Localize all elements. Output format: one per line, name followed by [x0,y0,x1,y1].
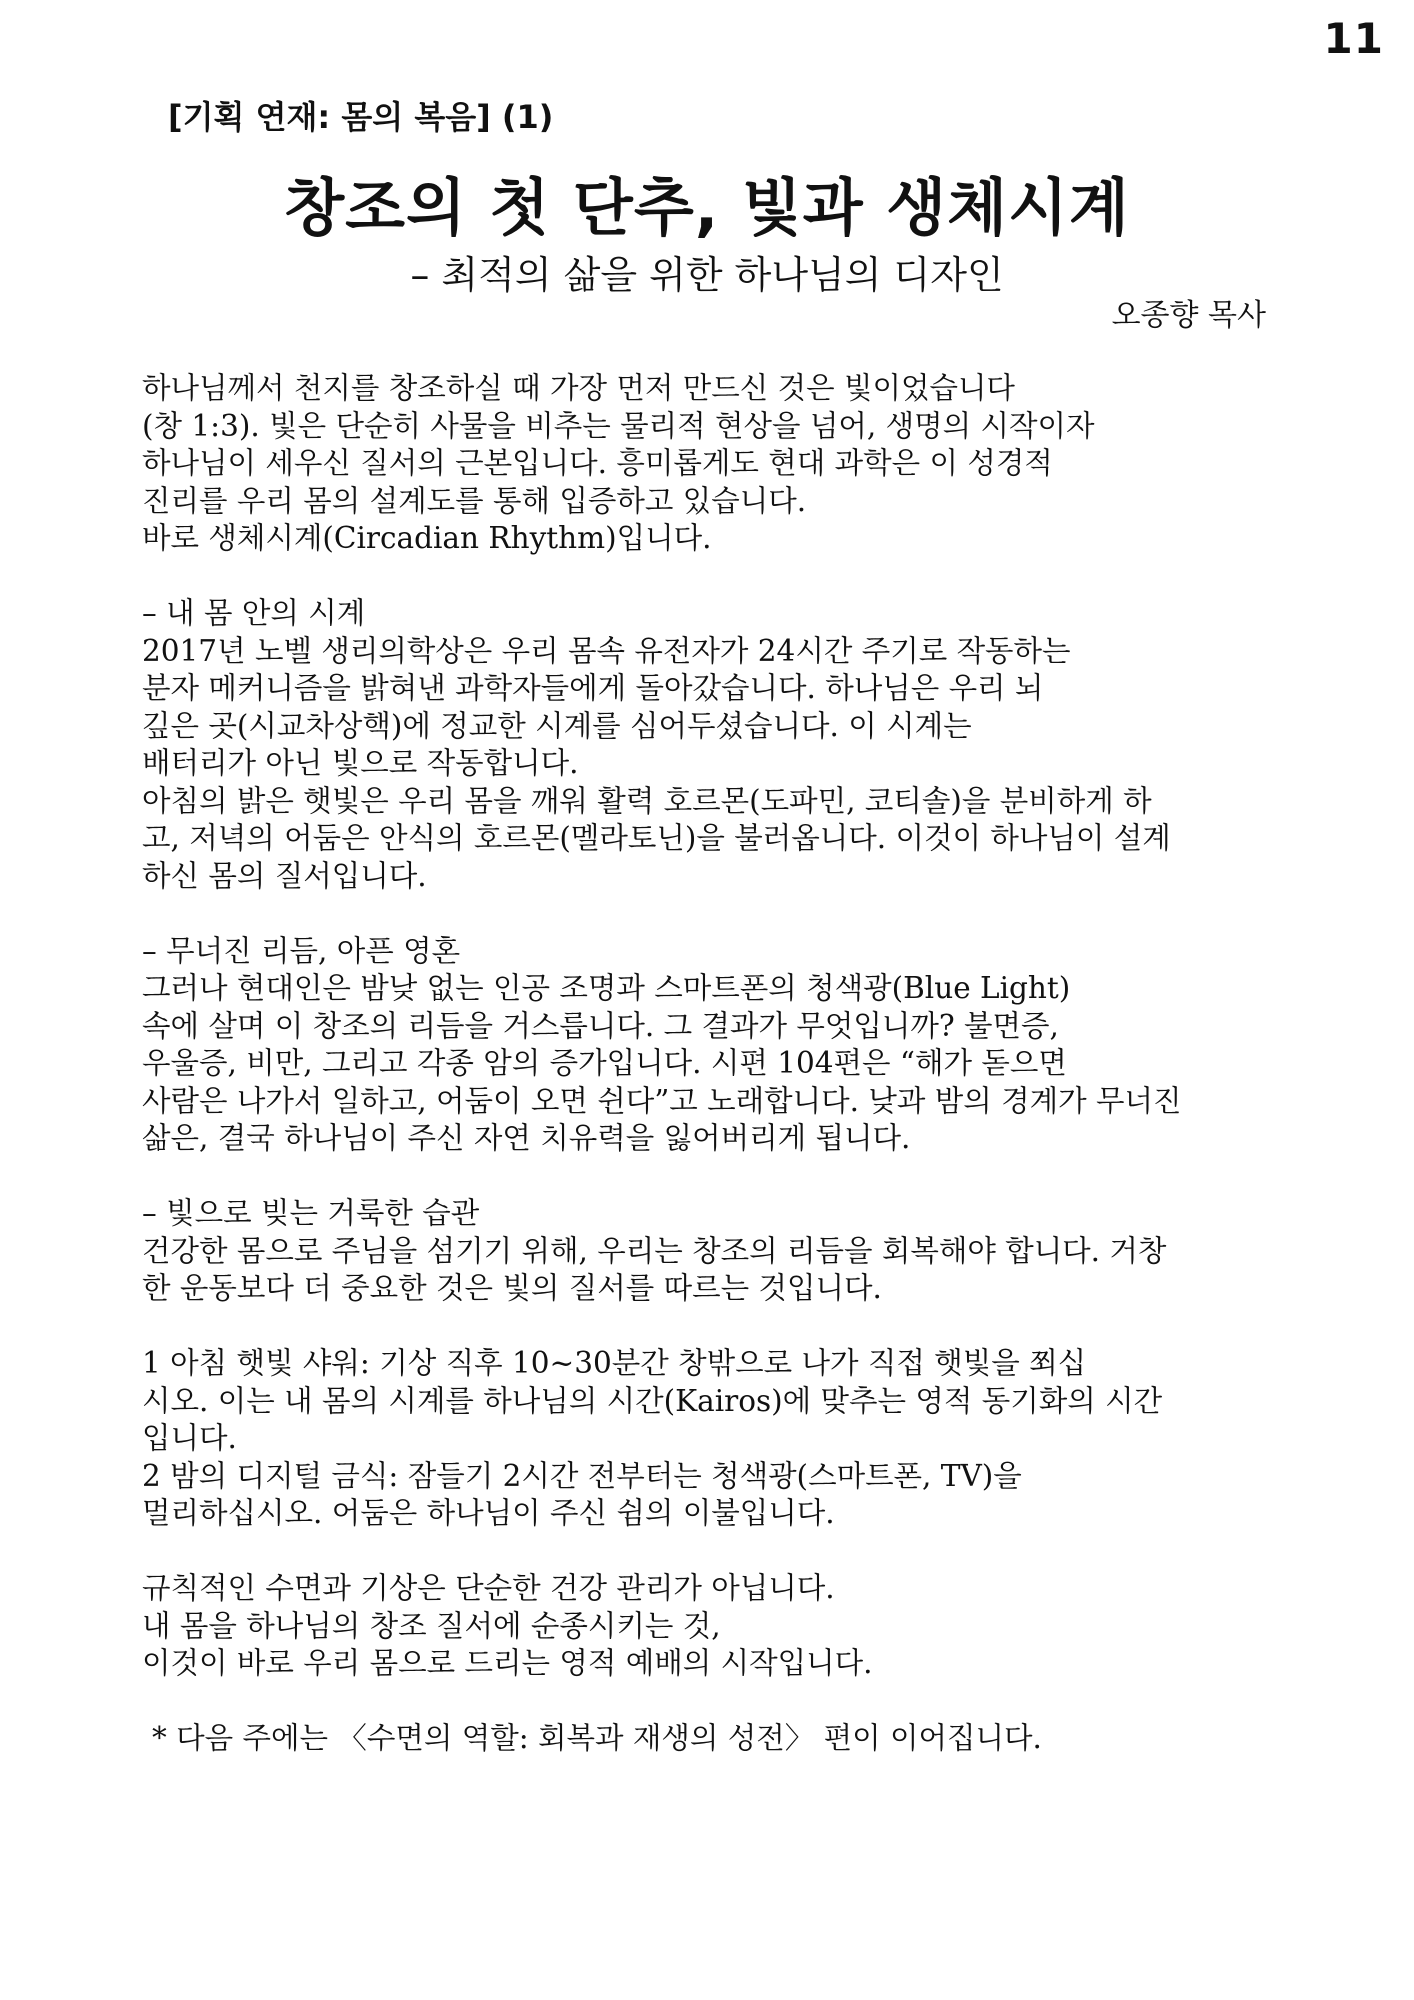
article-title: 창조의 첫 단추, 빛과 생체시계 [284,171,1130,244]
list-item: 시오. 이는 내 몸의 시계를 하나님의 시간(Kairos)에 맞추는 영적 동기화의 시간 [142,1383,1163,1418]
paragraph-gap [142,1683,1282,1721]
section-clock [142,595,1282,895]
author-byline: 오종향 목사 [1111,298,1266,333]
paragraph-gap [142,558,1282,596]
body-line: 그러나 현대인은 밤낮 없는 인공 조명과 스마트폰의 청색광(Blue Light) [142,971,1071,1005]
section-rhythm [142,933,1282,1158]
body-line: 규칙적인 수면과 기상은 단순한 건강 관리가 아닙니다. [142,1571,835,1605]
body-line: 하나님께서 천지를 창조하실 때 가장 먼저 만드신 것은 빛이었습니다 [142,371,1015,405]
paragraph-gap [142,1158,1282,1196]
body-line: 우울증, 비만, 그리고 각종 암의 증가입니다. 시편 104편은 “해가 돋으면 [142,1046,1067,1080]
section-habits [142,1195,1282,1308]
habit-list [142,1345,1282,1533]
intro-paragraph [142,370,1282,558]
conclusion-paragraph [142,1570,1282,1683]
body-line: 깊은 곳(시교차상핵)에 정교한 시계를 심어두셨습니다. 이 시계는 [142,708,972,743]
body-line: 내 몸을 하나님의 창조 질서에 순종시키는 것, [142,1608,721,1643]
body-line: (창 1:3). 빛은 단순히 사물을 비추는 물리적 현상을 넘어, 생명의 시작이자 [142,408,1095,443]
body-line: 사람은 나가서 일하고, 어둠이 오면 쉰다”고 노래합니다. 낮과 밤의 경계가 무너진 [142,1083,1182,1118]
list-item: 2 밤의 디지털 금식: 잠들기 2시간 전부터는 청색광(스마트폰, TV)을 [142,1458,1022,1493]
body-line: 이것이 바로 우리 몸으로 드리는 영적 예배의 시작입니다. [142,1646,873,1680]
body-line: 건강한 몸으로 주님을 섬기기 위해, 우리는 창조의 리듬을 회복해야 합니다. 거창 [142,1233,1167,1268]
section-heading: – 빛으로 빚는 거룩한 습관 [142,1196,480,1230]
body-line: 아침의 밝은 햇빛은 우리 몸을 깨워 활력 호르몬(도파민, 코티솔)을 분비하게 하 [142,783,1152,818]
body-line: 분자 메커니즘을 밝혀낸 과학자들에게 돌아갔습니다. 하나님은 우리 뇌 [142,671,1044,705]
list-item: 멀리하십시오. 어둠은 하나님이 주신 쉼의 이불입니다. [142,1496,835,1530]
body-line: 하신 몸의 질서입니다. [142,858,427,893]
paragraph-gap [142,895,1282,933]
paragraph-gap [142,1308,1282,1346]
body-line: 2017년 노벨 생리의학상은 우리 몸속 유전자가 24시간 주기로 작동하는 [142,633,1071,668]
body-line: 삶은, 결국 하나님이 주신 자연 치유력을 잃어버리게 됩니다. [142,1121,911,1155]
section-heading: – 내 몸 안의 시계 [142,596,366,630]
paragraph-gap [142,1533,1282,1571]
list-item: 입니다. [142,1421,237,1455]
list-item: 1 아침 햇빛 샤워: 기상 직후 10~30분간 창밖으로 나가 직접 햇빛을 쬐십 [142,1346,1087,1380]
body-line: 고, 저녁의 어둠은 안식의 호르몬(멜라토닌)을 불러옵니다. 이것이 하나님이 설계 [142,821,1171,855]
article-subtitle: – 최적의 삶을 위한 하나님의 디자인 [410,253,1004,297]
body-line: 속에 살며 이 창조의 리듬을 거스릅니다. 그 결과가 무엇입니까? 불면증, [142,1008,1059,1043]
section-heading: – 무너진 리듬, 아픈 영혼 [142,933,461,968]
page-number: 11 [1323,14,1384,63]
body-line: 바로 생체시계(Circadian Rhythm)입니다. [142,521,712,555]
body-line: 진리를 우리 몸의 설계도를 통해 입증하고 있습니다. [142,483,807,518]
body-line: 한 운동보다 더 중요한 것은 빛의 질서를 따르는 것입니다. [142,1271,882,1305]
body-line: 하나님이 세우신 질서의 근본입니다. 흥미롭게도 현대 과학은 이 성경적 [142,446,1053,480]
next-week-note: * 다음 주에는 〈수면의 역할: 회복과 재생의 성전〉 편이 이어집니다. [152,1721,1042,1755]
body-line: 배터리가 아닌 빛으로 작동합니다. [142,746,579,780]
series-label: [기획 연재: 몸의 복음] (1) [168,98,554,136]
article-body [142,370,1282,1758]
